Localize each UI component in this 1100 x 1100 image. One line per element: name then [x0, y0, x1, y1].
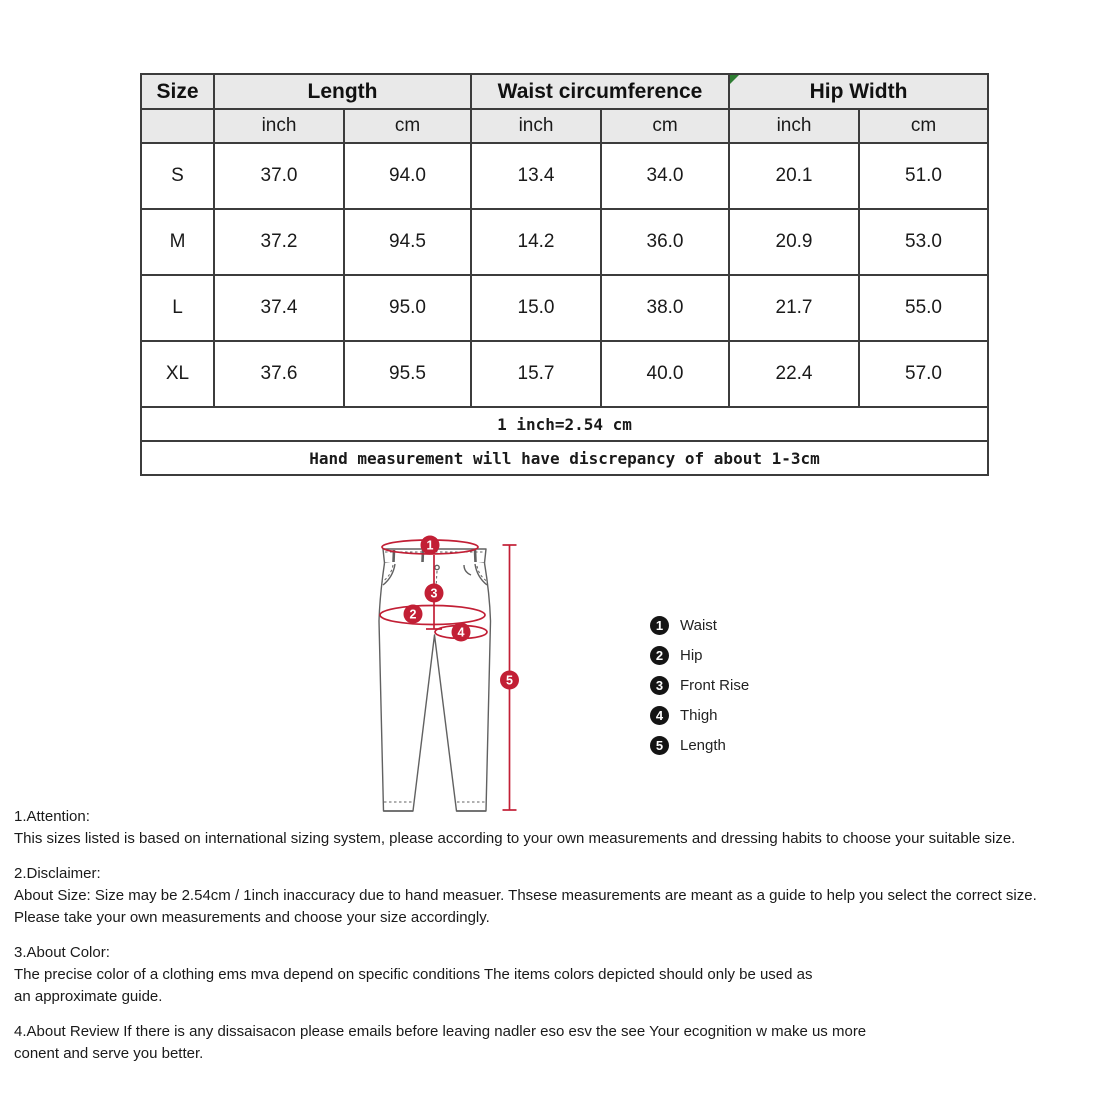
- legend-item-front-rise: [650, 670, 749, 700]
- cell-value: 21.7: [729, 275, 859, 341]
- cell-value: 95.0: [344, 275, 471, 341]
- header-hip: [729, 74, 988, 109]
- unit-label: cm: [601, 109, 729, 143]
- cell-value: 53.0: [859, 209, 988, 275]
- note-line: About Size: Size may be 2.54cm / 1inch inaccuracy due to hand measuer. Thsese measurements are meant as a guide to help you select the correct size.: [14, 887, 1037, 904]
- note-heading: 1.Attention:: [14, 808, 90, 825]
- pants-illustration-svg: [360, 525, 560, 825]
- badge-2-num: 2: [409, 607, 417, 622]
- note-heading: 3.About Color:: [14, 944, 110, 961]
- cell-value: 34.0: [601, 143, 729, 209]
- discrepancy-note: Hand measurement will have discrepancy of about 1-3cm: [141, 441, 988, 475]
- unit-label: inch: [729, 109, 859, 143]
- size-table: [140, 73, 989, 476]
- unit-label: cm: [344, 109, 471, 143]
- measurement-legend: [650, 610, 749, 760]
- cell-value: 37.2: [214, 209, 344, 275]
- badge-1-num: 1: [426, 538, 434, 553]
- legend-label: Waist: [680, 616, 717, 634]
- cell-value: 22.4: [729, 341, 859, 407]
- unit-label: inch: [471, 109, 601, 143]
- note-line: an approximate guide.: [14, 988, 163, 1005]
- table-row-m: [141, 209, 988, 275]
- pants-diagram: [360, 525, 560, 825]
- unit-blank: [141, 109, 214, 143]
- header-hip-label: Hip Width: [809, 79, 908, 103]
- legend-num-icon: 2: [650, 646, 669, 665]
- legend-label: Hip: [680, 646, 703, 664]
- cell-value: 37.4: [214, 275, 344, 341]
- legend-item-hip: [650, 640, 749, 670]
- conversion-note: 1 inch=2.54 cm: [141, 407, 988, 441]
- cell-value: 40.0: [601, 341, 729, 407]
- table-row-s: [141, 143, 988, 209]
- unit-label: inch: [214, 109, 344, 143]
- legend-num-icon: 3: [650, 676, 669, 695]
- header-size: Size: [141, 74, 214, 109]
- size-label: S: [141, 143, 214, 209]
- cell-value: 55.0: [859, 275, 988, 341]
- cell-value: 37.0: [214, 143, 344, 209]
- note-line: conent and serve you better.: [14, 1045, 204, 1062]
- legend-label: Front Rise: [680, 676, 750, 694]
- cell-value: 36.0: [601, 209, 729, 275]
- legend-item-waist: [650, 610, 749, 640]
- legend-num-icon: 4: [650, 706, 669, 725]
- note-heading: 2.Disclaimer:: [14, 865, 101, 882]
- table-note-discrepancy: [141, 441, 988, 475]
- cell-value: 20.9: [729, 209, 859, 275]
- badge-5-num: 5: [506, 673, 513, 688]
- note-attention: [14, 806, 1092, 850]
- note-line: This sizes listed is based on international sizing system, please according to your own measurements and dressing habits to choose your suitable size.: [14, 830, 1016, 847]
- legend-label: Thigh: [680, 706, 718, 724]
- unit-label: cm: [859, 109, 988, 143]
- cell-value: 57.0: [859, 341, 988, 407]
- note-line: The precise color of a clothing ems mva depend on specific conditions The items colors depicted should only be used as: [14, 966, 813, 983]
- header-waist: Waist circumference: [471, 74, 729, 109]
- cell-value: 20.1: [729, 143, 859, 209]
- legend-item-length: [650, 730, 749, 760]
- table-header-row: [141, 74, 988, 109]
- note-about-review: [14, 1021, 1092, 1065]
- table-row-xl: [141, 341, 988, 407]
- cell-value: 94.0: [344, 143, 471, 209]
- note-about-color: [14, 942, 1092, 1008]
- size-label: M: [141, 209, 214, 275]
- note-disclaimer: [14, 863, 1092, 929]
- cell-value: 94.5: [344, 209, 471, 275]
- badge-4-num: 4: [457, 625, 465, 640]
- legend-num-icon: 1: [650, 616, 669, 635]
- header-length: Length: [214, 74, 471, 109]
- table-note-conversion: [141, 407, 988, 441]
- note-line: Please take your own measurements and choose your size accordingly.: [14, 909, 490, 926]
- cell-value: 13.4: [471, 143, 601, 209]
- cell-value: 15.0: [471, 275, 601, 341]
- size-label: XL: [141, 341, 214, 407]
- cell-value: 51.0: [859, 143, 988, 209]
- note-line: 4.About Review If there is any dissaisacon please emails before leaving nadler eso esv the see Your ecognition w make us more: [14, 1023, 867, 1040]
- cell-value: 15.7: [471, 341, 601, 407]
- size-label: L: [141, 275, 214, 341]
- notes-block: [14, 806, 1092, 1078]
- green-corner-mark: [730, 75, 739, 84]
- cell-value: 95.5: [344, 341, 471, 407]
- badge-3-num: 3: [430, 586, 438, 601]
- legend-label: Length: [680, 736, 726, 754]
- legend-num-icon: 5: [650, 736, 669, 755]
- table-row-l: [141, 275, 988, 341]
- cell-value: 37.6: [214, 341, 344, 407]
- cell-value: 14.2: [471, 209, 601, 275]
- cell-value: 38.0: [601, 275, 729, 341]
- table-unit-row: [141, 109, 988, 143]
- legend-item-thigh: [650, 700, 749, 730]
